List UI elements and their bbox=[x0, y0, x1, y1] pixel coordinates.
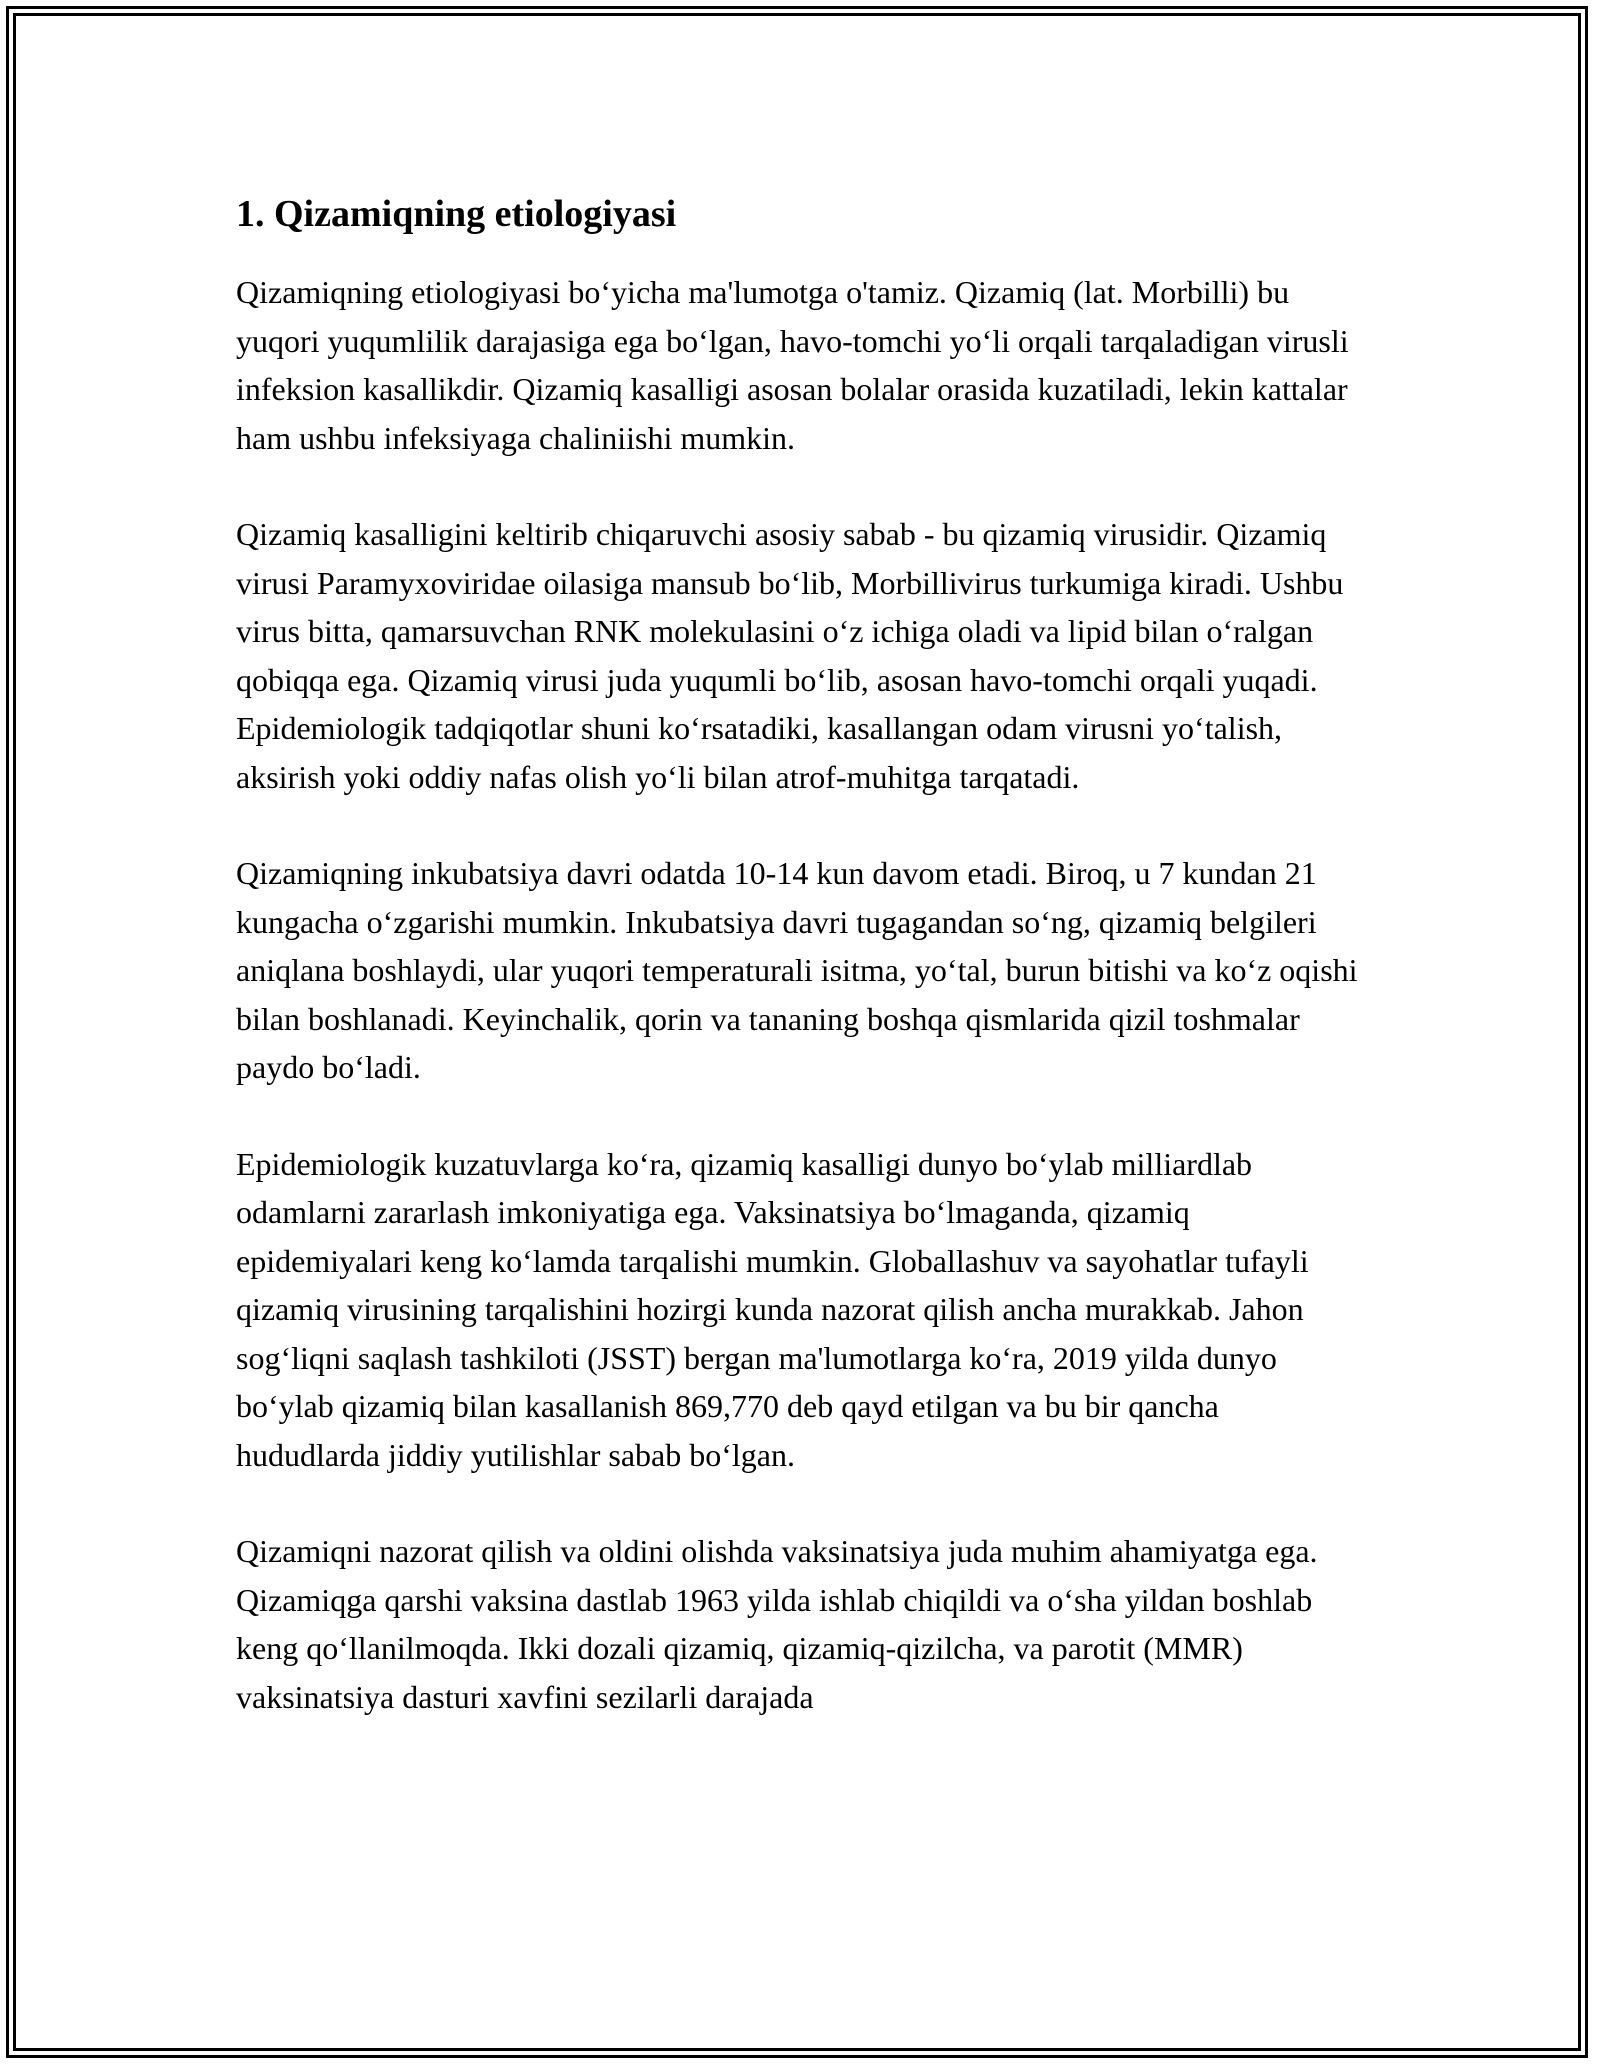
document-body bbox=[236, 190, 1366, 1769]
paragraph-vaccination: Qizamiqni nazorat qilish va oldini olishda vaksinatsiya juda muhim ahamiyatga ega. Qizamiqga qarshi vaksina dastlab 1963 yilda ishlab chiqildi va o‘sha yildan boshlab keng qo‘llanilmoqda. Ikki dozali qizamiq, qizamiq-qizilcha, va parotit (MMR) vaksinatsiya dasturi xavfini sezilarli darajada bbox=[236, 1533, 1318, 1715]
paragraph-intro: Qizamiqning etiologiyasi bo‘yicha ma'lumotga o'tamiz. Qizamiq (lat. Morbilli) bu yuqori yuqumlilik darajasiga ega bo‘lgan, havo-tomchi yo‘li orqali tarqaladigan virusli infeksion kasallikdir. Qizamiq kasalligi asosan bolalar orasida kuzatiladi, lekin kattalar ham ushbu infeksiyaga chaliniishi mumkin. bbox=[236, 274, 1349, 456]
paragraph-incubation: Qizamiqning inkubatsiya davri odatda 10-14 kun davom etadi. Biroq, u 7 kundan 21 kungacha o‘zgarishi mumkin. Inkubatsiya davri tugagandan so‘ng, qizamiq belgileri aniqlana boshlaydi, ular yuqori temperaturali isitma, yo‘tal, burun bitishi va ko‘z oqishi bilan boshlanadi. Keyinchalik, qorin va tananing boshqa qismlarida qizil toshmalar paydo bo‘ladi. bbox=[236, 855, 1358, 1085]
section-title: 1. Qizamiqning etiologiyasi bbox=[236, 193, 677, 235]
paragraph-epidemiology: Epidemiologik kuzatuvlarga ko‘ra, qizamiq kasalligi dunyo bo‘ylab milliardlab odamlarni zararlash imkoniyatiga ega. Vaksinatsiya bo‘lmaganda, qizamiq epidemiyalari keng ko‘lamda tarqalishi mumkin. Globallashuv va sayohatlar tufayli qizamiq virusining tarqalishini hozirgi kunda nazorat qilish ancha murakkab. Jahon sog‘liqni saqlash tashkiloti (JSST) bergan ma'lumotlarga ko‘ra, 2019 yilda dunyo bo‘ylab qizamiq bilan kasallanish 869,770 deb qayd etilgan va bu bir qancha hududlarda jiddiy yutilishlar sabab bo‘lgan. bbox=[236, 1145, 1309, 1473]
paragraph-cause: Qizamiq kasalligini keltirib chiqaruvchi asosiy sabab - bu qizamiq virusidir. Qizamiq virusi Paramyxoviridae oilasiga mansub bo‘lib, Morbillivirus turkumiga kiradi. Ushbu virus bitta, qamarsuvchan RNK molekulasini o‘z ichiga oladi va lipid bilan o‘ralgan qobiqqa ega. Qizamiq virusi juda yuqumli bo‘lib, asosan havo-tomchi orqali yuqadi. Epidemiologik tadqiqotlar shuni ko‘rsatadiki, kasallangan odam virusni yo‘talish, aksirish yoki oddiy nafas olish yo‘li bilan atrof-muhitga tarqatadi. bbox=[236, 516, 1344, 795]
